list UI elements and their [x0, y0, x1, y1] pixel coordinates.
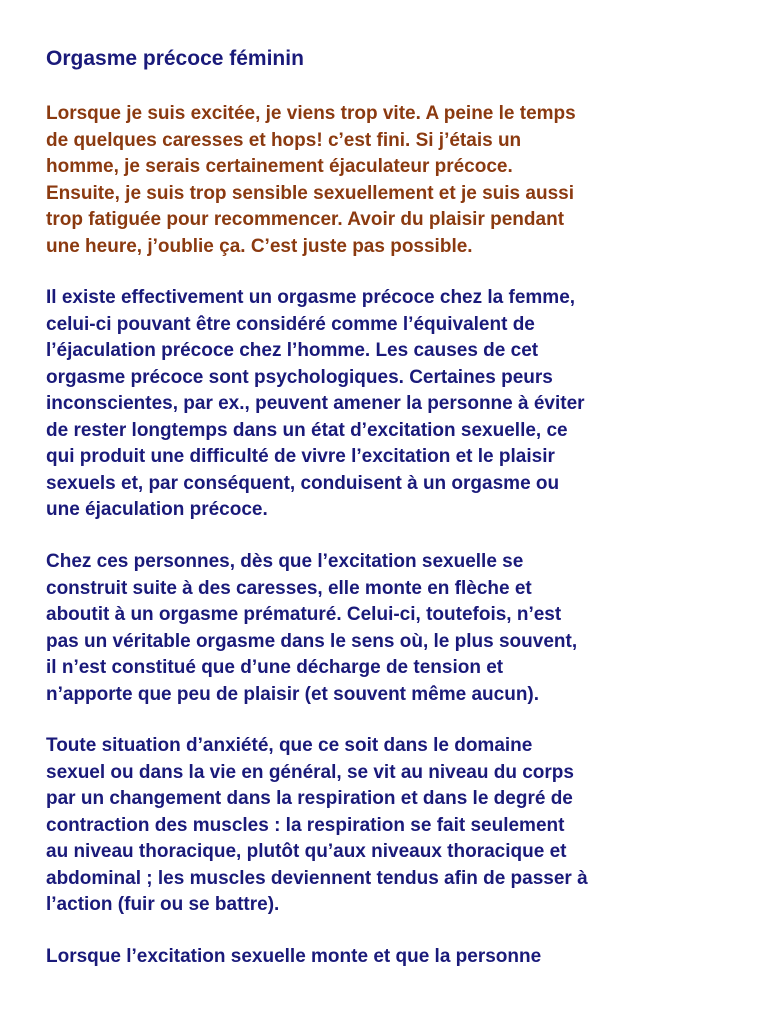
text-line: Lorsque je suis excitée, je viens trop vite. A peine le temps [46, 103, 576, 124]
text-line: l’action (fuir ou se battre). [46, 894, 280, 915]
text-line: Ensuite, je suis trop sensible sexuellement et je suis aussi [46, 182, 574, 204]
text-line: homme, je serais certainement éjaculateur précoce. [46, 156, 513, 177]
paragraph-explanation [46, 285, 736, 524]
text-line: celui-ci pouvant être considéré comme l’équivalent de [46, 313, 535, 335]
paragraph-mechanism [46, 549, 736, 708]
text-line: Toute situation d’anxiété, que ce soit dans le domaine [46, 735, 533, 756]
text-line: il n’est constitué que d’une décharge de tension et [46, 657, 504, 678]
text-line: n’apporte que peu de plaisir (et souvent même aucun). [46, 683, 540, 705]
text-line: de rester longtemps dans un état d’excitation sexuelle, ce [46, 419, 568, 441]
text-line: Il existe effectivement un orgasme précoce chez la femme, [46, 287, 576, 308]
text-line: par un changement dans la respiration et dans le degré de [46, 788, 573, 809]
paragraph-anxiety [46, 733, 736, 919]
text-line: qui produit une difficulté de vivre l’excitation et le plaisir [46, 446, 555, 467]
text-line: orgasme précoce sont psychologiques. Certaines peurs [46, 366, 553, 388]
testimony-quote [46, 101, 736, 260]
text-line: Chez ces personnes, dès que l’excitation sexuelle se [46, 551, 524, 572]
text-line: au niveau thoracique, plutôt qu’aux niveaux thoracique et [46, 841, 567, 862]
text-line: de quelques caresses et hops! c’est fini. Si j’étais un [46, 129, 522, 151]
text-line: inconscientes, par ex., peuvent amener la personne à éviter [46, 393, 585, 414]
text-line: sexuels et, par conséquent, conduisent à un orgasme ou [46, 472, 560, 494]
text-line: Lorsque l’excitation sexuelle monte et que la personne [46, 946, 542, 967]
text-line: pas un véritable orgasme dans le sens où, le plus souvent, [46, 630, 578, 652]
text-line: sexuel ou dans la vie en général, se vit au niveau du corps [46, 761, 574, 783]
text-line: aboutit à un orgasme prématuré. Celui-ci, toutefois, n’est [46, 604, 562, 625]
text-line: l’éjaculation précoce chez l’homme. Les causes de cet [46, 340, 539, 361]
paragraph-continuation [46, 944, 736, 971]
text-line: une éjaculation précoce. [46, 499, 268, 520]
text-line: une heure, j’oublie ça. C’est juste pas possible. [46, 235, 473, 257]
text-line: trop fatiguée pour recommencer. Avoir du plaisir pendant [46, 209, 565, 230]
document-title: Orgasme précoce féminin [46, 47, 304, 70]
text-line: abdominal ; les muscles deviennent tendus afin de passer à [46, 867, 588, 889]
text-line: construit suite à des caresses, elle monte en flèche et [46, 577, 532, 599]
text-line: contraction des muscles : la respiration se fait seulement [46, 814, 565, 836]
